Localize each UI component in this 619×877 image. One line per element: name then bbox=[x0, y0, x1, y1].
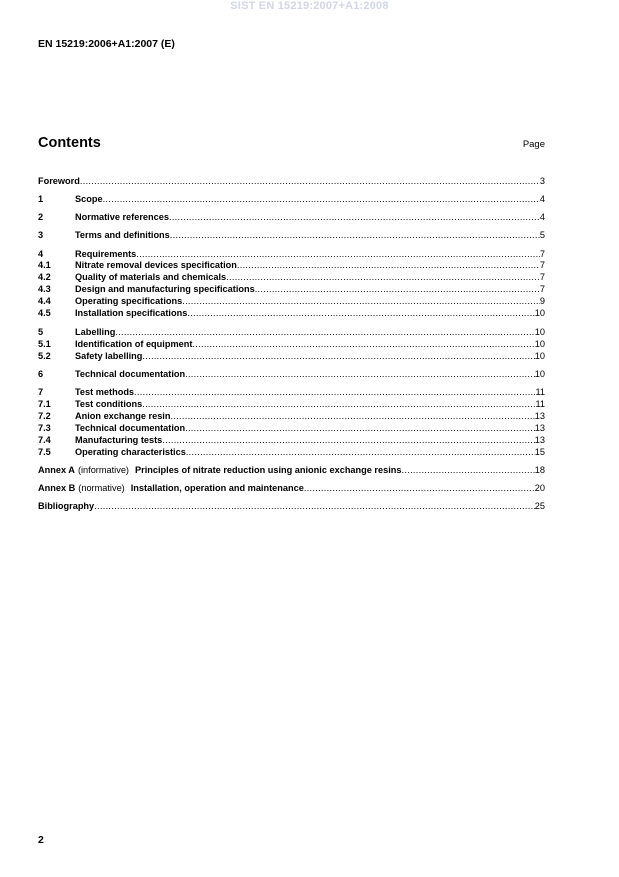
toc-entry-5-2[interactable] bbox=[38, 350, 545, 362]
toc-entry-page: 15 bbox=[534, 447, 545, 457]
toc-leader-dots bbox=[182, 295, 540, 307]
toc-leader-dots bbox=[115, 326, 534, 338]
toc-entry-4-1[interactable] bbox=[38, 259, 545, 271]
toc-entry-page: 7 bbox=[539, 284, 545, 294]
toc-leader-dots bbox=[162, 434, 534, 446]
toc-leader-dots bbox=[185, 422, 535, 434]
toc-leader-dots bbox=[94, 500, 535, 512]
toc-annex-status: (normative) bbox=[78, 483, 125, 493]
toc-entry-number: 4.3 bbox=[38, 284, 51, 294]
toc-entry-page: 10 bbox=[534, 369, 545, 379]
toc-entry-1[interactable] bbox=[38, 193, 545, 205]
toc-entry-page: 3 bbox=[539, 176, 545, 186]
document-id: EN 15219:2006+A1:2007 (E) bbox=[38, 38, 175, 50]
toc-entry-bibliography[interactable] bbox=[38, 500, 545, 512]
toc-entry-title: Design and manufacturing specifications bbox=[75, 284, 255, 294]
toc-leader-dots bbox=[134, 386, 535, 398]
toc-entry-title: Identification of equipment bbox=[75, 339, 193, 349]
toc-entry-6[interactable] bbox=[38, 368, 545, 380]
toc-leader-dots bbox=[187, 307, 534, 319]
toc-entry-page: 10 bbox=[534, 327, 545, 337]
toc-entry-title: Safety labelling bbox=[75, 351, 143, 361]
toc-entry-number: 7.1 bbox=[38, 399, 51, 409]
toc-entry-7-5[interactable] bbox=[38, 446, 545, 458]
toc-entry-number: 4 bbox=[38, 249, 44, 259]
toc-entry-7-1[interactable] bbox=[38, 398, 545, 410]
toc-entry-number: 5.2 bbox=[38, 351, 51, 361]
toc-entry-number: 5 bbox=[38, 327, 44, 337]
toc-leader-dots bbox=[103, 193, 540, 205]
toc-entry-foreword[interactable] bbox=[38, 175, 545, 187]
toc-entry-number: 4.4 bbox=[38, 296, 51, 306]
toc-entry-title: Principles of nitrate reduction using anionic exchange resins bbox=[135, 465, 402, 475]
toc-entry-number: 7.3 bbox=[38, 423, 51, 433]
toc-entry-title: Technical documentation bbox=[75, 423, 186, 433]
contents-heading: Contents bbox=[38, 135, 101, 151]
toc-entry-title: Manufacturing tests bbox=[75, 435, 163, 445]
toc-leader-dots bbox=[186, 446, 535, 458]
toc-entry-5[interactable] bbox=[38, 326, 545, 338]
toc-entry-title: Nitrate removal devices specification bbox=[75, 260, 237, 270]
toc-entry-title: Technical documentation bbox=[75, 369, 186, 379]
toc-annex-label: Annex B bbox=[38, 483, 76, 493]
toc-leader-dots bbox=[185, 368, 535, 380]
toc-leader-dots bbox=[169, 211, 540, 223]
toc-entry-4-5[interactable] bbox=[38, 307, 545, 319]
toc-entry-3[interactable] bbox=[38, 229, 545, 241]
toc-entry-page: 18 bbox=[534, 465, 545, 475]
toc-entry-number: 7.4 bbox=[38, 435, 51, 445]
toc-leader-dots bbox=[142, 350, 534, 362]
toc-entry-title: Test conditions bbox=[75, 399, 143, 409]
toc-leader-dots bbox=[192, 338, 534, 350]
toc-entry-7[interactable] bbox=[38, 386, 545, 398]
toc-entry-title: Operating specifications bbox=[75, 296, 183, 306]
toc-entry-page: 10 bbox=[534, 339, 545, 349]
toc-entry-annex-a[interactable] bbox=[38, 464, 545, 476]
toc-entry-title: Installation specifications bbox=[75, 308, 188, 318]
toc-leader-dots bbox=[80, 175, 540, 187]
toc-entry-annex-b[interactable] bbox=[38, 482, 545, 494]
toc-entry-5-1[interactable] bbox=[38, 338, 545, 350]
toc-entry-title: Scope bbox=[75, 194, 103, 204]
toc-entry-4-4[interactable] bbox=[38, 295, 545, 307]
toc-entry-number: 6 bbox=[38, 369, 44, 379]
toc-entry-page: 7 bbox=[539, 249, 545, 259]
toc-entry-page: 25 bbox=[534, 501, 545, 511]
toc-annex-status: (informative) bbox=[77, 465, 129, 475]
watermark: SIST EN 15219:2007+A1:2008 bbox=[230, 0, 389, 12]
toc-leader-dots bbox=[255, 283, 540, 295]
toc-entry-number: 7 bbox=[38, 387, 44, 397]
toc-entry-title: Installation, operation and maintenance bbox=[130, 483, 304, 493]
toc-entry-title: Anion exchange resin bbox=[75, 411, 171, 421]
toc-entry-number: 4.5 bbox=[38, 308, 51, 318]
toc-entry-page: 10 bbox=[534, 351, 545, 361]
toc-entry-page: 5 bbox=[539, 230, 545, 240]
toc-entry-title: Foreword bbox=[38, 176, 80, 186]
toc-entry-7-3[interactable] bbox=[38, 422, 545, 434]
page-column-label: Page bbox=[522, 139, 545, 150]
page-number: 2 bbox=[38, 834, 44, 846]
toc-entry-7-4[interactable] bbox=[38, 434, 545, 446]
toc-leader-dots bbox=[142, 398, 535, 410]
toc-annex-label: Annex A bbox=[38, 465, 75, 475]
toc-entry-title: Labelling bbox=[75, 327, 116, 337]
toc-entry-page: 9 bbox=[539, 296, 545, 306]
toc-entry-4-3[interactable] bbox=[38, 283, 545, 295]
toc-leader-dots bbox=[170, 410, 534, 422]
toc-entry-title: Test methods bbox=[75, 387, 135, 397]
toc-entry-number: 7.5 bbox=[38, 447, 51, 457]
toc-entry-page: 7 bbox=[539, 260, 545, 270]
toc-entry-number: 4.1 bbox=[38, 260, 51, 270]
toc-entry-page: 13 bbox=[534, 435, 545, 445]
toc-entry-number: 4.2 bbox=[38, 272, 51, 282]
toc-entry-number: 7.2 bbox=[38, 411, 51, 421]
toc-entry-number: 3 bbox=[38, 230, 44, 240]
toc-entry-page: 10 bbox=[534, 308, 545, 318]
toc-entry-7-2[interactable] bbox=[38, 410, 545, 422]
toc-entry-page: 4 bbox=[539, 212, 545, 222]
toc-leader-dots bbox=[226, 271, 540, 283]
toc-entry-number: 1 bbox=[38, 194, 44, 204]
toc-entry-title: Operating characteristics bbox=[75, 447, 186, 457]
toc-entry-page: 13 bbox=[534, 411, 545, 421]
toc-entry-title: Normative references bbox=[75, 212, 169, 222]
toc-entry-title: Bibliography bbox=[38, 501, 95, 511]
toc-entry-number: 2 bbox=[38, 212, 44, 222]
toc-entry-4-2[interactable] bbox=[38, 271, 545, 283]
toc-leader-dots bbox=[304, 482, 535, 494]
toc-entry-number: 5.1 bbox=[38, 339, 51, 349]
toc-entry-title: Requirements bbox=[75, 249, 137, 259]
toc-entry-page: 11 bbox=[535, 387, 545, 397]
toc-entry-page: 11 bbox=[535, 399, 545, 409]
toc-entry-title: Quality of materials and chemicals bbox=[75, 272, 227, 282]
toc-entry-page: 13 bbox=[534, 423, 545, 433]
toc-leader-dots bbox=[237, 259, 540, 271]
toc-leader-dots bbox=[402, 464, 535, 476]
toc-entry-page: 7 bbox=[539, 272, 545, 282]
toc-entry-2[interactable] bbox=[38, 211, 545, 223]
toc-entry-page: 20 bbox=[534, 483, 545, 493]
toc-leader-dots bbox=[170, 229, 540, 241]
toc-entry-title: Terms and definitions bbox=[75, 230, 170, 240]
toc-entry-page: 4 bbox=[539, 194, 545, 204]
